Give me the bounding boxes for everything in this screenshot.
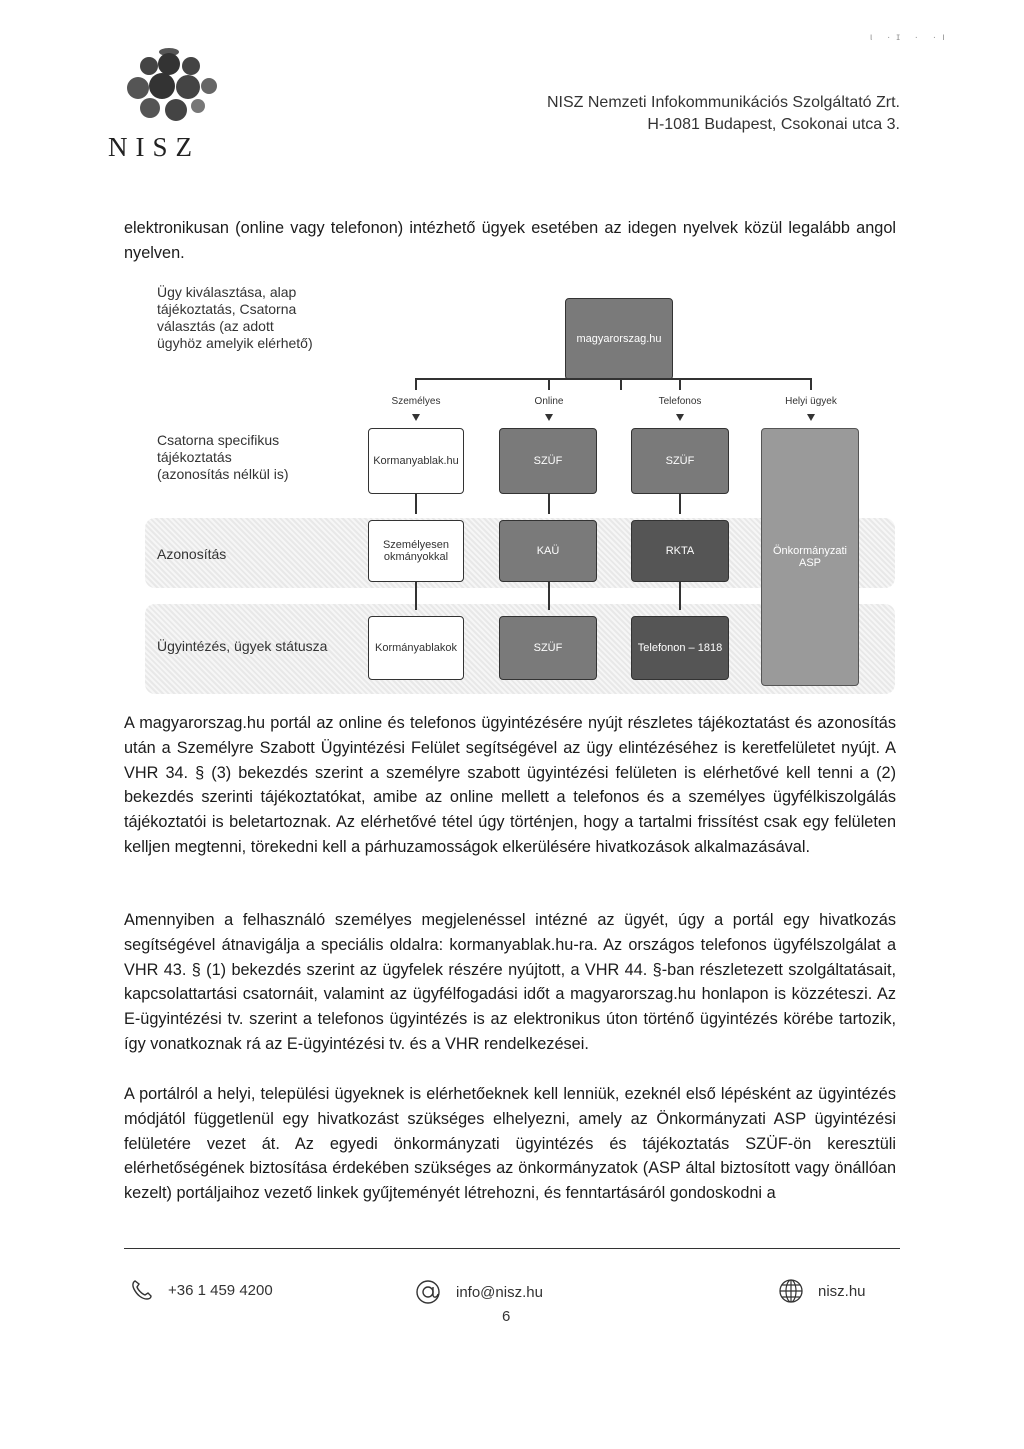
scan-marks: ι ·ɪ · ·ı	[870, 32, 951, 43]
connector	[679, 494, 681, 514]
connector	[679, 582, 681, 610]
logo-text: NISZ	[108, 132, 200, 162]
row-label-ident: Azonosítás	[157, 546, 227, 562]
logo-dots-icon	[112, 44, 222, 132]
nisz-logo	[112, 44, 222, 132]
footer-web-text[interactable]: nisz.hu	[818, 1282, 866, 1300]
row-label-channel: Csatorna specifikus tájékoztatás (azonosítás nélkül is)	[157, 432, 289, 482]
connector	[415, 494, 417, 514]
connector	[548, 494, 550, 514]
footer-web	[778, 1278, 866, 1304]
portal-box: magyarorszag.hu	[565, 298, 673, 380]
org-address-block	[547, 92, 900, 136]
channel-label-local: Helyi ügyek	[785, 396, 837, 407]
connector	[620, 380, 622, 390]
page-number: 6	[502, 1308, 511, 1325]
process-diagram	[125, 282, 895, 700]
connector	[415, 378, 811, 380]
paragraph-intro: elektronikusan (online vagy telefonon) intézhető ügyek esetében az idegen nyelvek közül legalább angol nyelven.	[124, 219, 896, 262]
connector	[415, 582, 417, 610]
arrow-down-icon	[545, 414, 553, 421]
paragraph-personal: Amennyiben a felhasználó személyes megjelenéssel intézné az ügyét, úgy a portál egy hivatkozás segítségével átnavigálja a speciális oldalra: kormanyablak.hu-ra. Az országos telefonos ügyfélszolgálat a VHR 43. § (1) bekezdés szerint az ügyfelek részére nyújtott, a VHR 44. §-ban részletezett szolgáltatásait, kapcsolattartási csatornáit, valamint az ügyfélfogadási időt a magyarorszag.hu honlapon is közzéteszi. Az E-ügyintézési tv. szerint a telefonos ügyintézés is az elektronikus úton történő ügyintézés körébe tartozik, így vonatkoznak rá az E-ügyintézési tv. és a VHR rendelkezései.	[124, 911, 896, 1053]
row-label-status: Ügyintézés, ügyek státusza	[157, 638, 328, 654]
footer-divider	[124, 1248, 900, 1249]
paragraph-portal: A magyarorszag.hu portál az online és telefonos ügyintézésére nyújt részletes tájékoztatást és azonosítás után a Személyre Szabott Ügyintézési Felület segítségével az ügy elintézéséhez is keretfelületet nyújt. A VHR 34. § (3) bekezdés szerint a személyre szabott ügyintézési felületen is elérhetővé kell tenni a (2) bekezdés szerinti tájékoztatókat, amibe az online mellett a telefonos és a személyes ügyfélkiszolgálás tájékoztatói is beletartoznak. Az elérhetővé tétel úgy történjen, hogy a tartalmi frissítést csak egy felületen kelljen megtenni, törekedni kell a párhuzamosságok elkerülésére hivatkozások alkalmazásával.	[124, 714, 896, 856]
footer-email-text[interactable]: info@nisz.hu	[456, 1283, 543, 1301]
row-label-choose: Ügy kiválasztása, alap tájékoztatás, Csatorna választás (az adott ügyhöz amelyik elérhető)	[157, 284, 313, 351]
paragraph-local: A portálról a helyi, települési ügyeknek is elérhetőeknek kell lenniük, ezeknél első lépésként az ügyintézés módjától függetlenül egy hivatkozást szükséges elhelyezni, amely az Önkormányzati ASP ügyintézési felületére vezet át. Az egyedi önkormányzati ügyintézés és tájékoztatás SZÜF-ön keresztüli elérhetőségének biztosítása érdekében szükséges az önkormányzatok (ASP által biztosított vagy önállóan kezelt) portáljaihoz vezető linkek gyűjteményét létrehozni, és fenntartásáról gondoskodni a	[124, 1085, 896, 1203]
connector	[415, 378, 417, 390]
footer-email	[414, 1278, 543, 1306]
connector	[548, 582, 550, 610]
footer-phone	[130, 1278, 273, 1302]
arrow-down-icon	[412, 414, 420, 421]
at-icon	[414, 1278, 442, 1306]
kau-box: KAÜ	[499, 520, 597, 582]
connector	[810, 378, 812, 390]
rkta-box: RKTA	[631, 520, 729, 582]
connector	[679, 378, 681, 390]
szuf-phone-box: SZÜF	[631, 428, 729, 494]
footer-phone-text: +36 1 459 4200	[168, 1281, 273, 1299]
arrow-down-icon	[676, 414, 684, 421]
org-address: H-1081 Budapest, Csokonai utca 3.	[647, 116, 900, 133]
telefonon-box: Telefonon – 1818	[631, 616, 729, 680]
connector	[548, 378, 550, 390]
arrow-down-icon	[807, 414, 815, 421]
org-name: NISZ Nemzeti Infokommunikációs Szolgáltató Zrt.	[546, 94, 900, 111]
onkormanyzati-asp-box: Önkormányzati ASP	[761, 428, 859, 686]
phone-icon	[130, 1278, 154, 1302]
kormanyablakok-box: Kormányablakok	[368, 616, 464, 680]
channel-label-personal: Személyes	[391, 396, 441, 407]
kormanyablak-hu-box: Kormanyablak.hu	[368, 428, 464, 494]
szuf-status-box: SZÜF	[499, 616, 597, 680]
globe-icon	[778, 1278, 804, 1304]
channel-label-online: Online	[534, 396, 564, 407]
channel-label-phone: Telefonos	[658, 396, 702, 407]
personal-documents-box: Személyesen okmányokkal	[368, 520, 464, 582]
szuf-online-box: SZÜF	[499, 428, 597, 494]
